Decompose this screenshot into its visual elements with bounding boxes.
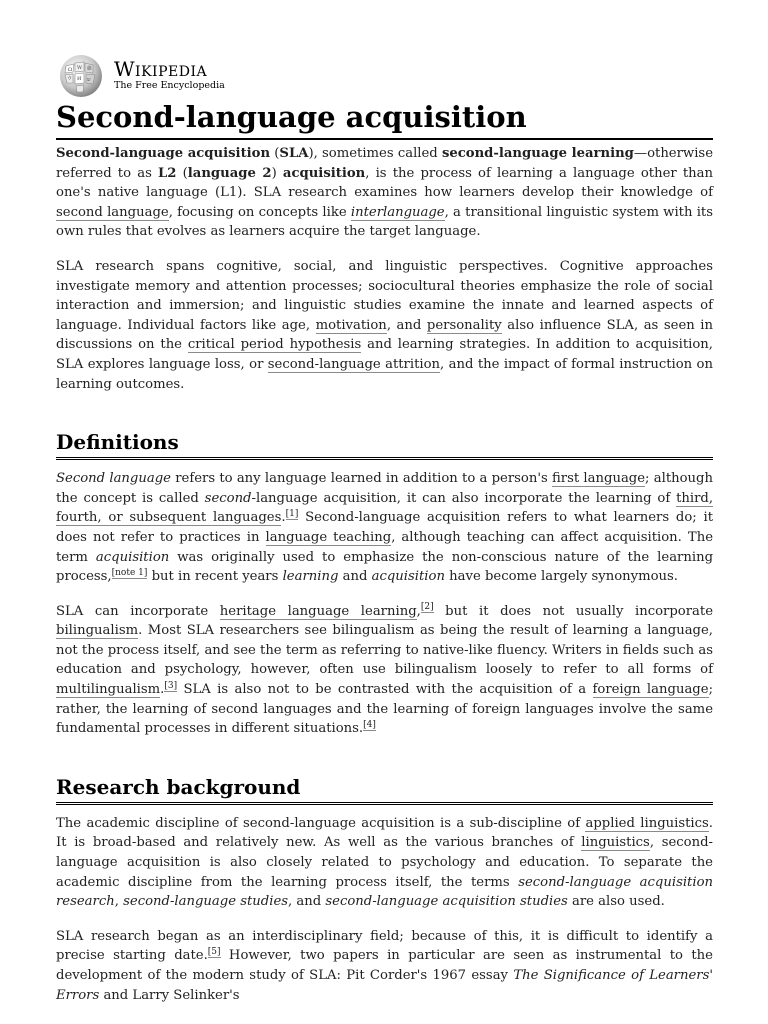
svg-text:И: И (77, 76, 82, 82)
italic-term: second-language studies (123, 894, 289, 910)
text-run: , is the process of learning a language other than one's native language (L1). SLA research examines how learners develop their knowledge of (56, 165, 713, 201)
wordmark[interactable] (114, 56, 225, 92)
article-link[interactable]: critical period hypothesis (187, 337, 362, 353)
svg-text:維: 維 (87, 66, 93, 72)
article-link[interactable]: personality (426, 317, 502, 333)
citation-link[interactable]: [1] (285, 508, 299, 519)
citation-superscript (421, 602, 434, 613)
italic-term: acquisition (95, 549, 170, 565)
text-run: , (416, 603, 421, 619)
text-run: , focusing on concepts like (168, 204, 351, 220)
citation-link[interactable]: [3] (164, 680, 178, 691)
italic-term: Second language (56, 471, 171, 487)
text-run: ), sometimes called (308, 146, 442, 161)
article-link[interactable]: multilingualism (56, 682, 161, 698)
italic-term: second-language acquisition research (56, 874, 714, 910)
italic-term: acquisition (371, 569, 445, 585)
article-link[interactable]: bilingualism (56, 623, 139, 639)
text-run: However, two papers in particular are seen as instrumental to the development of the modern study of SLA: Pit Corder's 1967 essay (56, 948, 713, 983)
text-run: , (114, 894, 124, 910)
text-run: ) (271, 165, 283, 181)
bold-term: language 2 (187, 165, 272, 181)
article-link[interactable]: foreign language (592, 682, 709, 698)
text-run: . (281, 510, 286, 526)
italic-term: second (204, 490, 252, 506)
bold-term: SLA (279, 146, 309, 161)
italic-term: learning (282, 569, 339, 585)
svg-text:W: W (77, 65, 83, 71)
section-heading-definitions: Definitions (56, 428, 713, 460)
text-run: . (160, 682, 165, 698)
site-header (56, 52, 713, 98)
citation-superscript (363, 720, 376, 731)
page-title: Second-language acquisition (56, 98, 713, 140)
citation-superscript (164, 681, 177, 692)
definitions-paragraph-2 (56, 602, 713, 739)
svg-text:ש: ש (87, 77, 91, 83)
text-run: , and (386, 317, 427, 333)
wordmark-text: Wikipedia (114, 56, 208, 81)
citation-superscript (112, 568, 148, 579)
article-link[interactable]: second language (56, 204, 169, 220)
text-run: have become largely synonymous. (444, 569, 679, 585)
article-link[interactable]: heritage language learning (219, 603, 417, 619)
text-run: . Most SLA researchers see bilingualism as being the result of learning a language, not the process itself, and see the term as referring to native-like fluency. Writers in fields such as education and psychology, however, often use bilingualism loosely to refer to all forms of (56, 623, 713, 678)
citation-link[interactable]: [note 1] (111, 567, 148, 578)
text-run: and Larry Selinker's (99, 987, 240, 1003)
text-run: but in recent years (147, 569, 283, 585)
svg-text:ウ: ウ (67, 76, 73, 82)
article (56, 52, 713, 1005)
italic-term: second-language acquisition studies (325, 894, 568, 910)
bold-term: Second-language acquisition (56, 146, 271, 161)
citation-superscript (286, 509, 299, 520)
text-run: —otherwise referred to as (56, 146, 713, 181)
text-run: ; although the concept is called (56, 471, 713, 506)
wikipedia-globe-logo[interactable] (56, 52, 106, 98)
text-run: SLA can incorporate (56, 603, 220, 619)
article-link[interactable]: third, fourth, or subsequent languages (56, 490, 714, 526)
wordmark-tagline: The Free Encyclopedia (114, 79, 225, 91)
text-run: but it does not usually incorporate (433, 603, 714, 619)
text-run: SLA research spans cognitive, social, and linguistic perspectives. Cognitive approaches investigate memory and attention processes; sociocultural theories emphasize the role of social interaction and immersion; and linguistic studies examine the innate and learned aspects of language. Individual factors like age, (56, 258, 713, 333)
text-run: SLA is also not to be contrasted with the acquisition of a (177, 682, 593, 698)
text-run: was originally used to emphasize the non-conscious nature of the learning process, (56, 549, 714, 585)
intro-paragraph-2 (56, 257, 713, 394)
text-run: SLA research began as an interdisciplinary field; because of this, it is difficult to identify a precise starting date. (56, 928, 713, 964)
italic-term: The Significance of Learners' Errors (56, 968, 713, 1003)
research-paragraph-2 (56, 927, 713, 1005)
intro-paragraph-1 (56, 144, 713, 242)
text-run: . It is broad-based and relatively new. As well as the various branches of (56, 815, 713, 851)
article-link[interactable]: motivation (315, 317, 387, 333)
text-run: , a transitional linguistic system with its own rules that evolves as learners acquire the target language. (56, 204, 713, 240)
article-link[interactable]: language teaching (265, 529, 392, 545)
citation-link[interactable]: [2] (420, 602, 434, 613)
svg-text:Ω: Ω (68, 67, 73, 73)
text-run: ; rather, the learning of second languages and the learning of foreign languages involve the same fundamental processes in different situations. (56, 682, 714, 737)
text-run: Second-language acquisition refers to what learners do; it does not refer to practices in (56, 510, 713, 545)
definitions-paragraph-1 (56, 469, 713, 587)
article-link[interactable]: second-language attrition (267, 356, 441, 372)
research-paragraph-1 (56, 814, 713, 912)
text-run: , and (288, 894, 326, 910)
text-run: , second-language acquisition is also closely related to psychology and education. To separate the academic discipline from the learning process itself, the terms (56, 835, 713, 890)
bold-term: second-language learning (441, 146, 634, 161)
text-run: and learning strategies. In addition to acquisition, SLA explores language loss, or (56, 337, 713, 372)
citation-link[interactable]: [4] (363, 719, 376, 730)
text-run: The academic discipline of second-language acquisition is a sub-discipline of (56, 815, 586, 831)
text-run: are also used. (567, 894, 665, 910)
wordmark-name (114, 56, 225, 81)
article-link[interactable]: linguistics (581, 835, 650, 851)
article-link[interactable]: applied linguistics (585, 815, 709, 831)
section-heading-research-background: Research background (56, 773, 713, 805)
article-link[interactable]: interlanguage (350, 204, 445, 220)
citation-link[interactable]: [5] (207, 947, 221, 958)
text-run: -language acquisition, it can also incorporate the learning of (251, 490, 677, 506)
text-run: refers to any language learned in addition to a person's (170, 471, 553, 487)
text-run: , and the impact of formal instruction on learning outcomes. (56, 356, 713, 392)
text-run: ( (270, 146, 280, 161)
citation-superscript (208, 947, 221, 958)
article-link[interactable]: first language (552, 471, 646, 487)
bold-term: acquisition (282, 165, 366, 181)
text-run: also influence SLA, as seen in discussions on the (56, 317, 713, 353)
text-run: , although teaching can affect acquisition. The term (56, 529, 714, 565)
text-run: and (338, 569, 372, 585)
bold-term: L2 (158, 165, 177, 181)
text-run: ( (176, 165, 188, 181)
